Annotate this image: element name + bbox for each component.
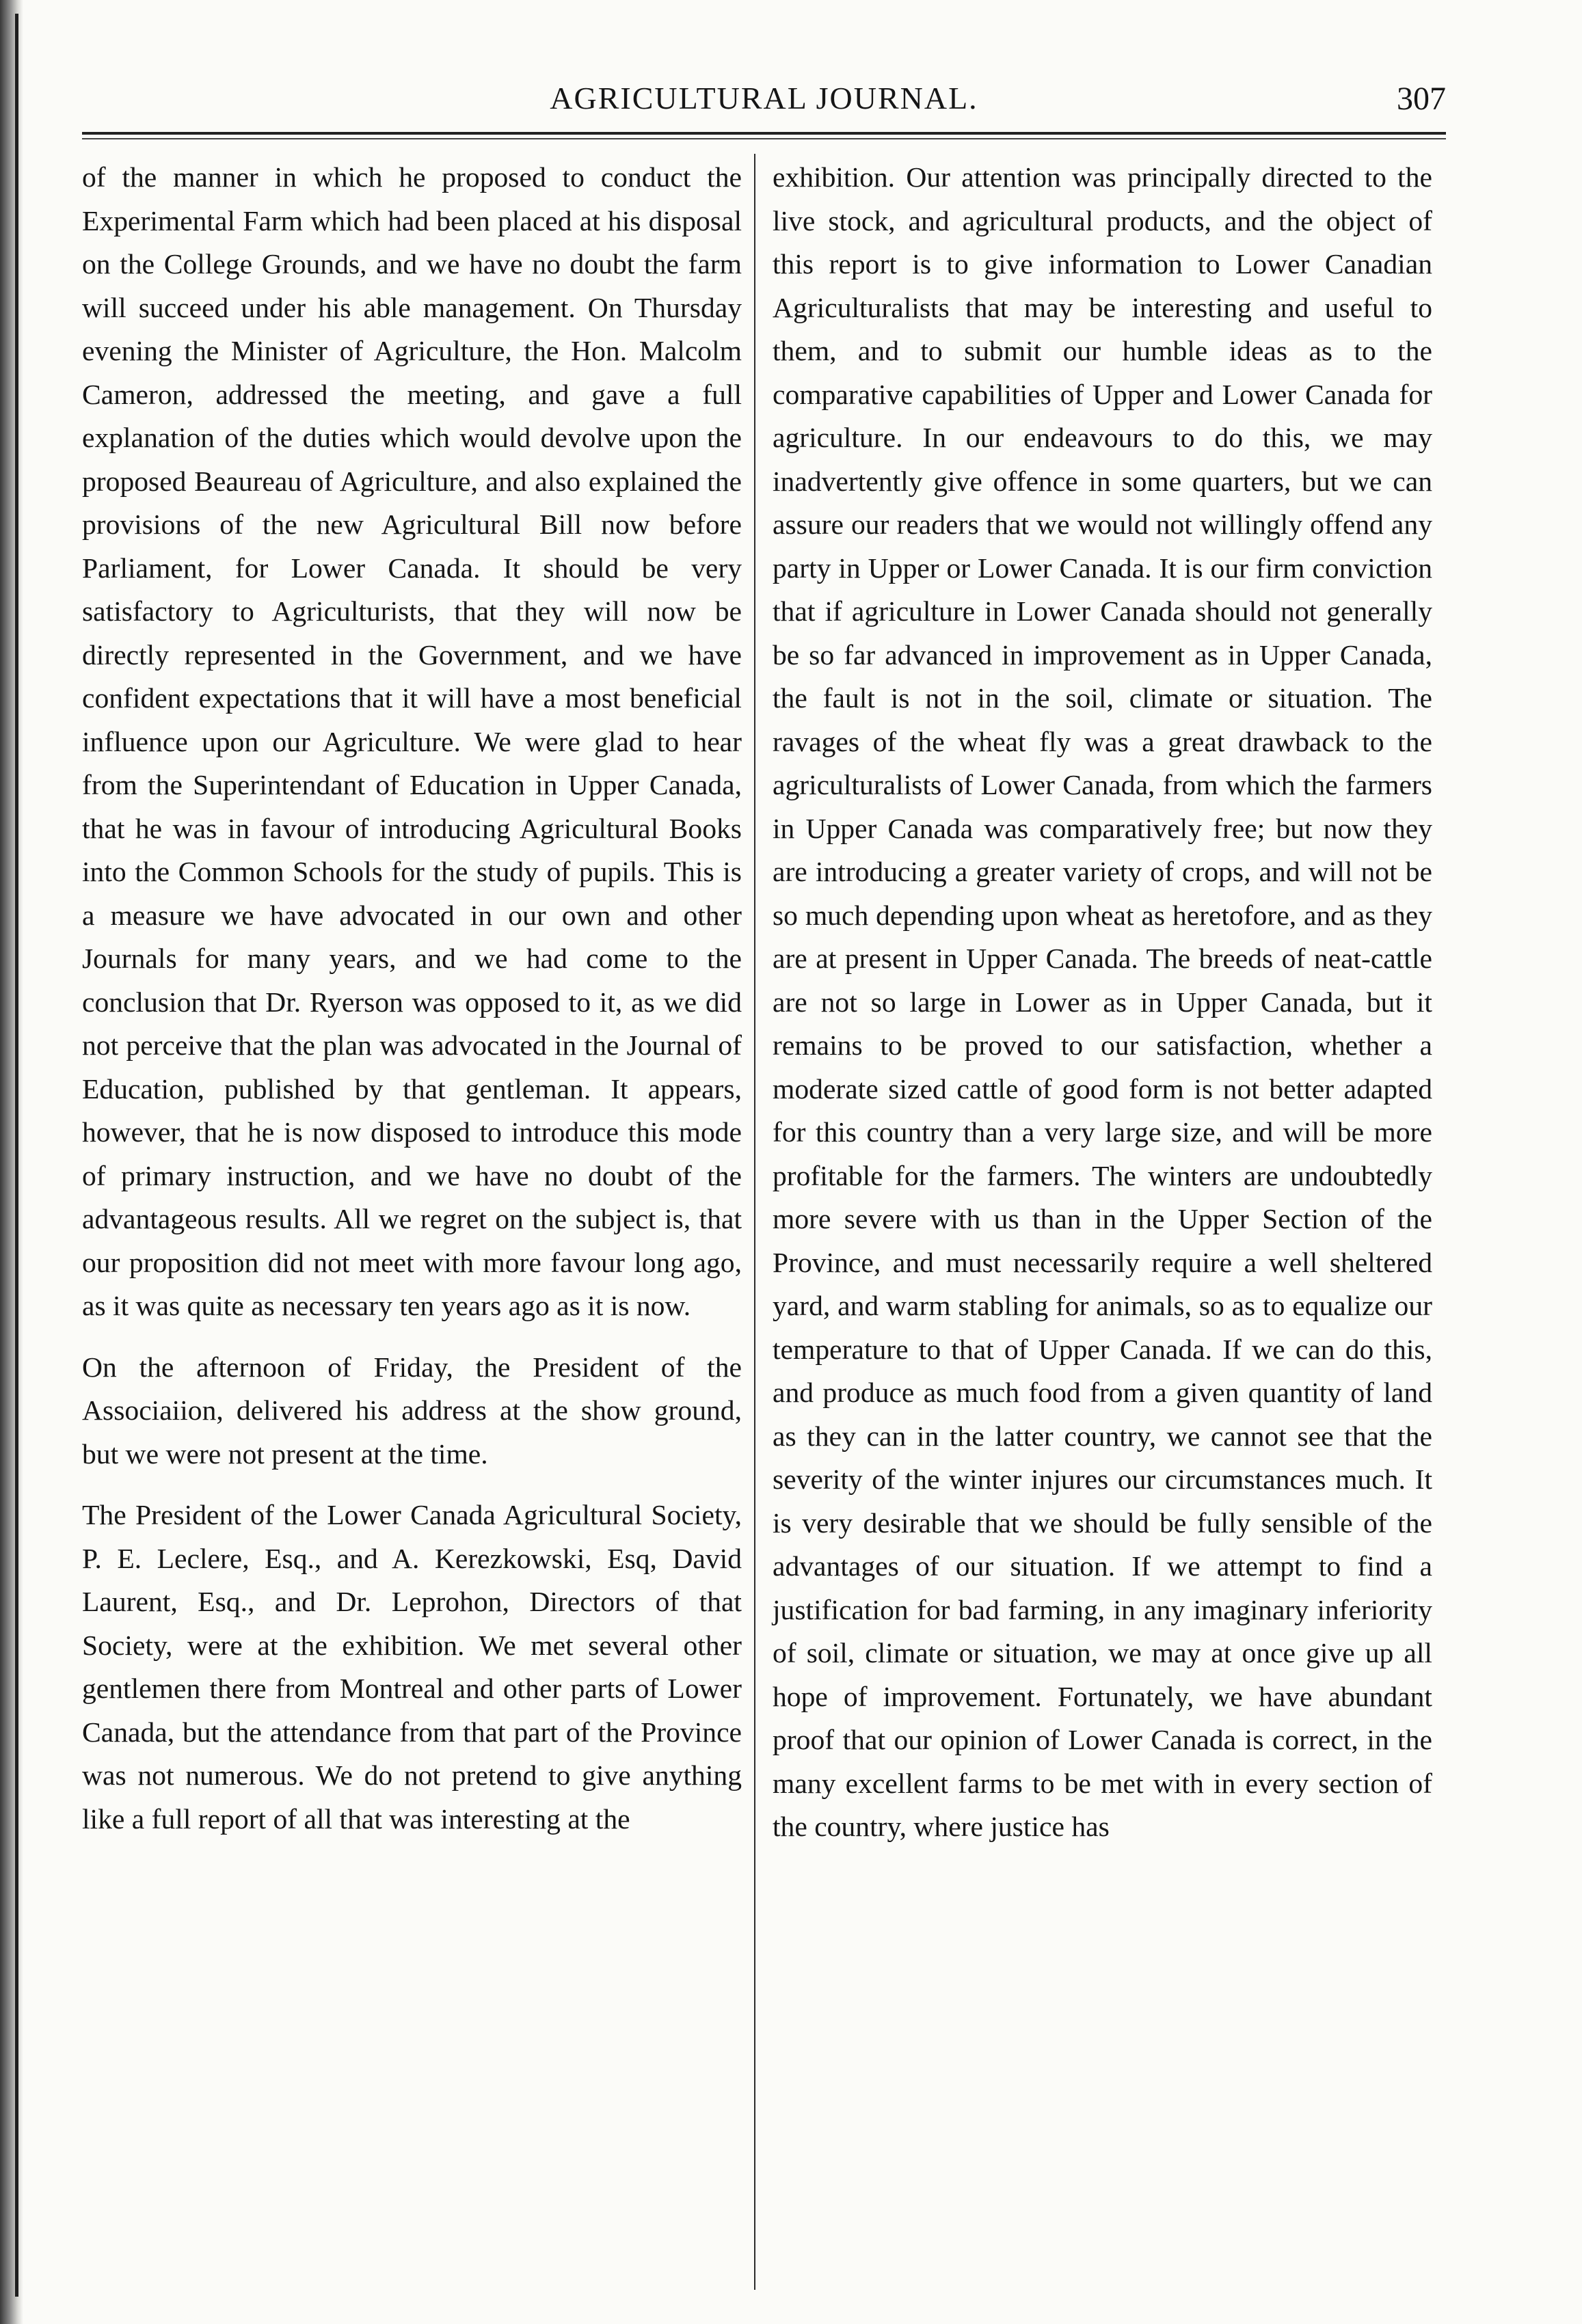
page-scan-edge: [0, 0, 23, 2324]
page-header: [82, 72, 1446, 126]
page-number: 307: [1397, 81, 1446, 117]
running-title: AGRICULTURAL JOURNAL.: [550, 81, 978, 116]
left-column: [82, 156, 742, 2288]
paragraph: of the manner in which he proposed to conduct the Experimental Farm which had been placed at his disposal on the College Grounds, and we have no doubt the farm will succeed under his able management. On Thursday evening the Minister of Agriculture, the Hon. Malcolm Cameron, addressed the meeting, and gave a full explanation of the duties which would devolve upon the proposed Beaureau of Agriculture, and also explained the provisions of the new Agricultural Bill now before Parliament, for Lower Canada. It should be very satisfactory to Agriculturists, that they will now be directly represented in the Government, and we have confident expectations that it will have a most beneficial influence upon our Agriculture. We were glad to hear from the Superintendant of Education in Upper Canada, that he was in favour of introducing Agricultural Books into the Common Schools for the study of pupils. This is a measure we have advocated in our own and other Journals for many years, and we had come to the conclusion that Dr. Ryerson was opposed to it, as we did not perceive that the plan was advocated in the Journal of Education, published by that gentleman. It appears, however, that he is now disposed to introduce this mode of primary instruction, and we have no doubt of the advantageous results. All we regret on the subject is, that our proposition did not meet with more favour long ago, as it was quite as necessary ten years ago as it is now.: [82, 161, 742, 1321]
column-divider: [754, 154, 755, 2290]
header-rule-secondary: [82, 138, 1446, 139]
right-column: [773, 156, 1432, 2288]
paragraph: exhibition. Our attention was principally directed to the live stock, and agricultural products, and the object of this report is to give information to Lower Canadian Agriculturalists that may be interesting and useful to them, and to submit our humble ideas as to the comparative capabilities of Upper and Lower Canada for agriculture. In our endeavours to do this, we may inadvertently give offence in some quarters, but we can assure our readers that we would not willingly offend any party in Upper or Lower Canada. It is our firm conviction that if agriculture in Lower Canada should not generally be so far advanced in improvement as in Upper Canada, the fault is not in the soil, climate or situation. The ravages of the wheat fly was a great drawback to the agriculturalists of Lower Canada, from which the farmers in Upper Canada was comparatively free; but now they are introducing a greater variety of crops, and will not be so much depending upon wheat as heretofore, and as they are at present in Upper Canada. The breeds of neat-cattle are not so large in Lower as in Upper Canada, but it remains to be proved to our satisfaction, whether a moderate sized cattle of good form is not better adapted for this country than a very large size, and will be more profitable for the farmers. The winters are undoubtedly more severe with us than in the Upper Section of the Province, and must necessarily require a well sheltered yard, and warm stabling for animals, so as to equalize our temperature to that of Upper Canada. If we can do this, and produce as much food from a given quantity of land as they can in the latter country, we cannot see that the severity of the winter injures our circumstances much. It is very desirable that we should be fully sensible of the advantages of our situation. If we attempt to find a justification for bad farming, in any imaginary inferiority of soil, climate or situation, we may at once give up all hope of improvement. Fortunately, we have abundant proof that our opinion of Lower Canada is correct, in the many excellent farms to be met with in every section of the country, where justice has: [773, 161, 1432, 1842]
header-rule: [82, 132, 1446, 135]
paragraph: On the afternoon of Friday, the President of the Associaiion, delivered his address at the show ground, but we were not present at the time.: [82, 1351, 742, 1470]
binding-rule: [15, 14, 18, 2297]
paragraph: The President of the Lower Canada Agricultural Society, P. E. Leclere, Esq., and A. Kerezkowski, Esq, David Laurent, Esq., and Dr. Leprohon, Directors of that Society, were at the exhibition. We met several other gentlemen there from Montreal and other parts of Lower Canada, but the attendance from that part of the Province was not numerous. We do not pretend to give anything like a full report of all that was interesting at the: [82, 1499, 742, 1835]
